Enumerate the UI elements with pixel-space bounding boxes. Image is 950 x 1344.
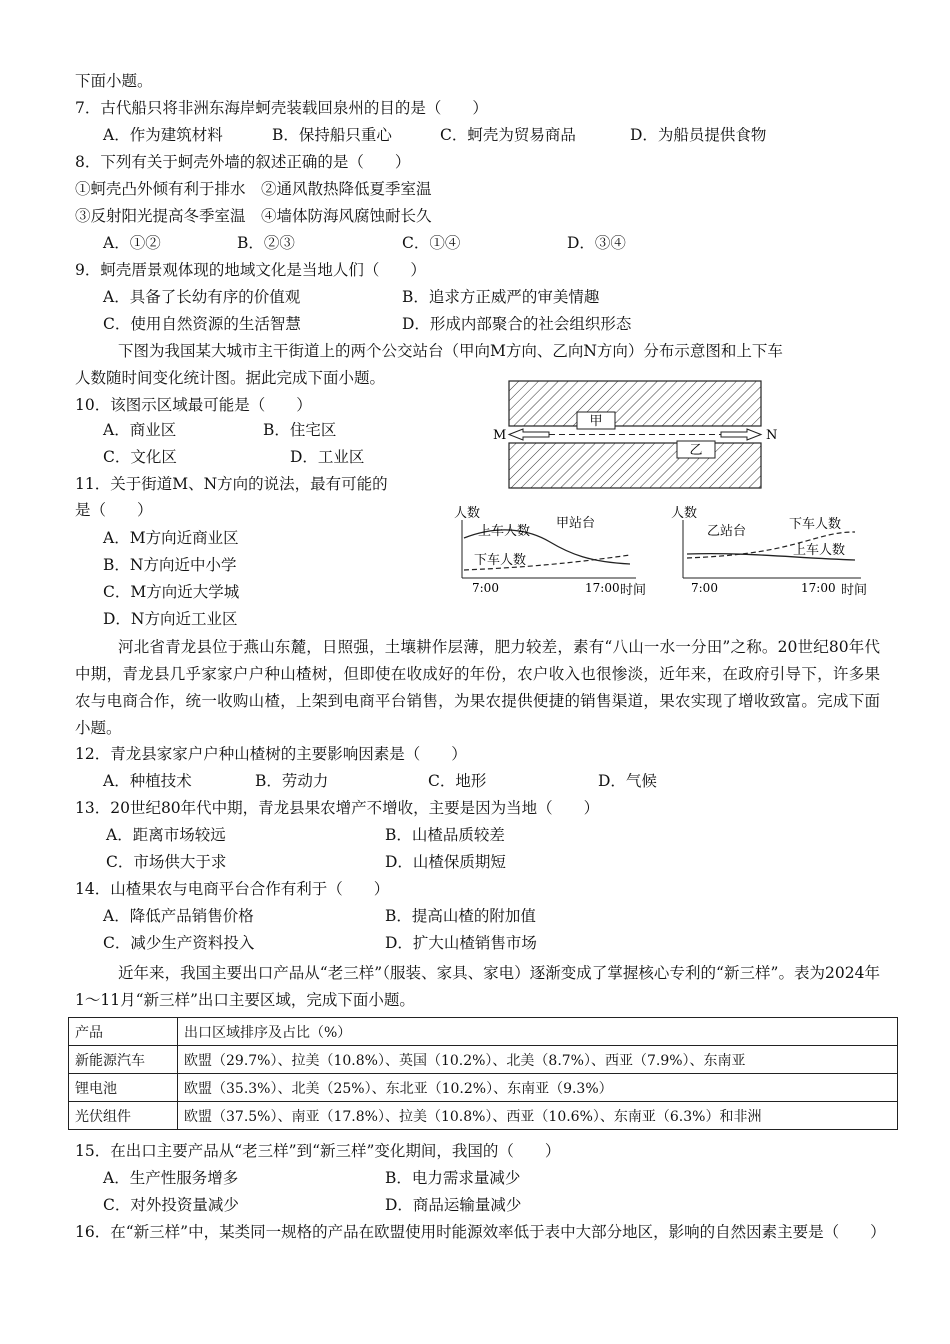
- series-label: 上车人数: [478, 524, 531, 539]
- passage-2: 下图为我国某大城市主干街道上的两个公交站台（甲向M方向、乙向N方向）分布示意图和上下车: [118, 342, 783, 360]
- x-tick-label: 17:00: [801, 581, 836, 595]
- option-11a: A．M方向近商业区: [103, 529, 239, 547]
- option-9d: D．形成内部聚合的社会组织形态: [402, 315, 632, 333]
- option-12b: B．劳动力: [255, 772, 329, 790]
- question-11-cont: 是（ ）: [75, 501, 153, 519]
- option-10a: A．商业区: [103, 421, 177, 439]
- chart-title: 乙站台: [707, 524, 747, 539]
- stop-a-label: 甲: [589, 414, 603, 429]
- arrow-left-icon: [509, 429, 549, 440]
- option-9b: B．追求方正威严的审美情趣: [402, 288, 600, 306]
- question-9: 9．蚵壳厝景观体现的地域文化是当地人们（ ）: [75, 261, 426, 279]
- passage-4: 近年来，我国主要出口产品从“老三样”（服装、家具、家电）逐渐变成了掌握核心专利的“新三样”。表为2024年1～11月“新三样”出口主要区域，完成下面小题。: [75, 964, 880, 1009]
- table-row: [69, 1046, 898, 1074]
- series-label: 下车人数: [474, 553, 527, 568]
- option-10d: D．工业区: [290, 448, 365, 466]
- table-cell: 欧盟（35.3%）、北美（25%）、东北亚（10.2%）、东南亚（9.3%）: [178, 1074, 898, 1102]
- x-axis-label: 时间: [841, 583, 868, 598]
- series-label: 下车人数: [789, 517, 842, 532]
- table-header-cell: 产品: [69, 1018, 178, 1046]
- option-14b: B．提高山楂的附加值: [385, 907, 536, 925]
- option-14d: D．扩大山楂销售市场: [385, 934, 537, 952]
- question-7: 7．古代船只将非洲东海岸蚵壳装载回泉州的目的是（ ）: [75, 99, 488, 117]
- option-15b: B．电力需求量减少: [385, 1169, 521, 1187]
- passage-3: 河北省青龙县位于燕山东麓，日照强，土壤耕作层薄，肥力较差，素有“八山一水一分田”之称。20世纪80年代中期，青龙县几乎家家户户种山楂树，但即使在收成好的年份，农户收入也很惨淡，近年来，在政府引导下，许多果农与电商合作，统一收购山楂，上架到电商平台销售，为果农提供便捷的销售渠道，果农实现了增收致富。完成下面小题。: [75, 638, 880, 737]
- option-9c: C．使用自然资源的生活智慧: [103, 315, 301, 333]
- table-row: [69, 1102, 898, 1130]
- option-8c: C．①④: [402, 234, 461, 252]
- table-header-cell: 出口区域排序及占比（%）: [178, 1018, 898, 1046]
- option-7d: D．为船员提供食物: [630, 126, 767, 144]
- question-10: 10．该图示区域最可能是（ ）: [75, 396, 312, 414]
- table-cell: 欧盟（37.5%）、南亚（17.8%）、拉美（10.8%）、西亚（10.6%）、东南亚（6.3%）和非洲: [178, 1102, 898, 1130]
- option-7b: B．保持船只重心: [272, 126, 392, 144]
- x-tick-label: 17:00: [585, 581, 620, 595]
- option-7c: C．蚵壳为贸易商品: [440, 126, 576, 144]
- chart-title: 甲站台: [556, 516, 596, 531]
- chart-station-jia: [440, 500, 660, 600]
- option-15a: A．生产性服务增多: [103, 1169, 239, 1187]
- option-11b: B．N方向近中小学: [103, 556, 237, 574]
- option-8a: A．①②: [103, 234, 161, 252]
- block-north: [509, 381, 761, 426]
- option-14a: A．降低产品销售价格: [103, 907, 254, 925]
- statement-line: ①蚵壳凸外倾有利于排水 ②通风散热降低夏季室温: [75, 180, 432, 198]
- table-cell: 锂电池: [69, 1074, 178, 1102]
- export-table: [68, 1017, 898, 1130]
- option-8d: D．③④: [567, 234, 626, 252]
- table-cell: 欧盟（29.7%）、拉美（10.8%）、英国（10.2%）、北美（8.7%）、西亚（7.9%）、东南亚: [178, 1046, 898, 1074]
- block-south: [509, 443, 761, 488]
- y-axis-label: 人数: [454, 506, 481, 521]
- question-15: 15．在出口主要产品从“老三样”到“新三样”变化期间，我国的（ ）: [75, 1142, 561, 1160]
- question-12: 12．青龙县家家户户种山楂树的主要影响因素是（ ）: [75, 745, 467, 763]
- statement-line: ③反射阳光提高冬季室温 ④墙体防海风腐蚀耐长久: [75, 207, 432, 225]
- table-cell: 新能源汽车: [69, 1046, 178, 1074]
- x-axis-label: 时间: [620, 583, 647, 598]
- text-line: 下面小题。: [75, 72, 153, 90]
- option-12c: C．地形: [428, 772, 487, 790]
- table-cell: 光伏组件: [69, 1102, 178, 1130]
- table-row: [69, 1074, 898, 1102]
- question-8: 8．下列有关于蚵壳外墙的叙述正确的是（ ）: [75, 153, 411, 171]
- option-13c: C．市场供大于求: [106, 853, 227, 871]
- table-header-row: [69, 1018, 898, 1046]
- option-9a: A．具备了长幼有序的价值观: [103, 288, 301, 306]
- option-10c: C．文化区: [103, 448, 177, 466]
- option-13d: D．山楂保质期短: [385, 853, 506, 871]
- passage-2-cont: 人数随时间变化统计图。据此完成下面小题。: [75, 369, 386, 387]
- y-axis-label: 人数: [671, 506, 698, 521]
- option-11d: D．N方向近工业区: [103, 610, 238, 628]
- question-13: 13．20世纪80年代中期，青龙县果农增产不增收，主要是因为当地（ ）: [75, 799, 600, 817]
- option-12a: A．种植技术: [103, 772, 192, 790]
- option-8b: B．②③: [237, 234, 295, 252]
- option-10b: B．住宅区: [263, 421, 337, 439]
- option-15d: D．商品运输量减少: [385, 1196, 522, 1214]
- option-14c: C．减少生产资料投入: [103, 934, 255, 952]
- option-15c: C．对外投资量减少: [103, 1196, 239, 1214]
- question-14: 14．山楂果农与电商平台合作有利于（ ）: [75, 880, 390, 898]
- option-13a: A．距离市场较远: [106, 826, 226, 844]
- option-11c: C．M方向近大学城: [103, 583, 240, 601]
- street-map-figure: [485, 375, 785, 495]
- stop-b-label: 乙: [689, 443, 703, 458]
- arrow-right-icon: [721, 429, 761, 440]
- x-tick-label: 7:00: [691, 581, 718, 595]
- chart-station-yi: [665, 500, 885, 600]
- option-12d: D．气候: [598, 772, 657, 790]
- x-tick-label: 7:00: [472, 581, 499, 595]
- direction-m-label: M: [493, 428, 507, 443]
- option-7a: A．作为建筑材料: [103, 126, 223, 144]
- direction-n-label: N: [766, 428, 778, 443]
- series-label: 上车人数: [793, 543, 846, 558]
- question-11: 11．关于街道M、N方向的说法，最有可能的: [75, 475, 388, 493]
- question-16: 16．在“新三样”中，某类同一规格的产品在欧盟使用时能源效率低于表中大部分地区，影响的自然因素主要是（ ）: [75, 1223, 886, 1241]
- option-13b: B．山楂品质较差: [385, 826, 505, 844]
